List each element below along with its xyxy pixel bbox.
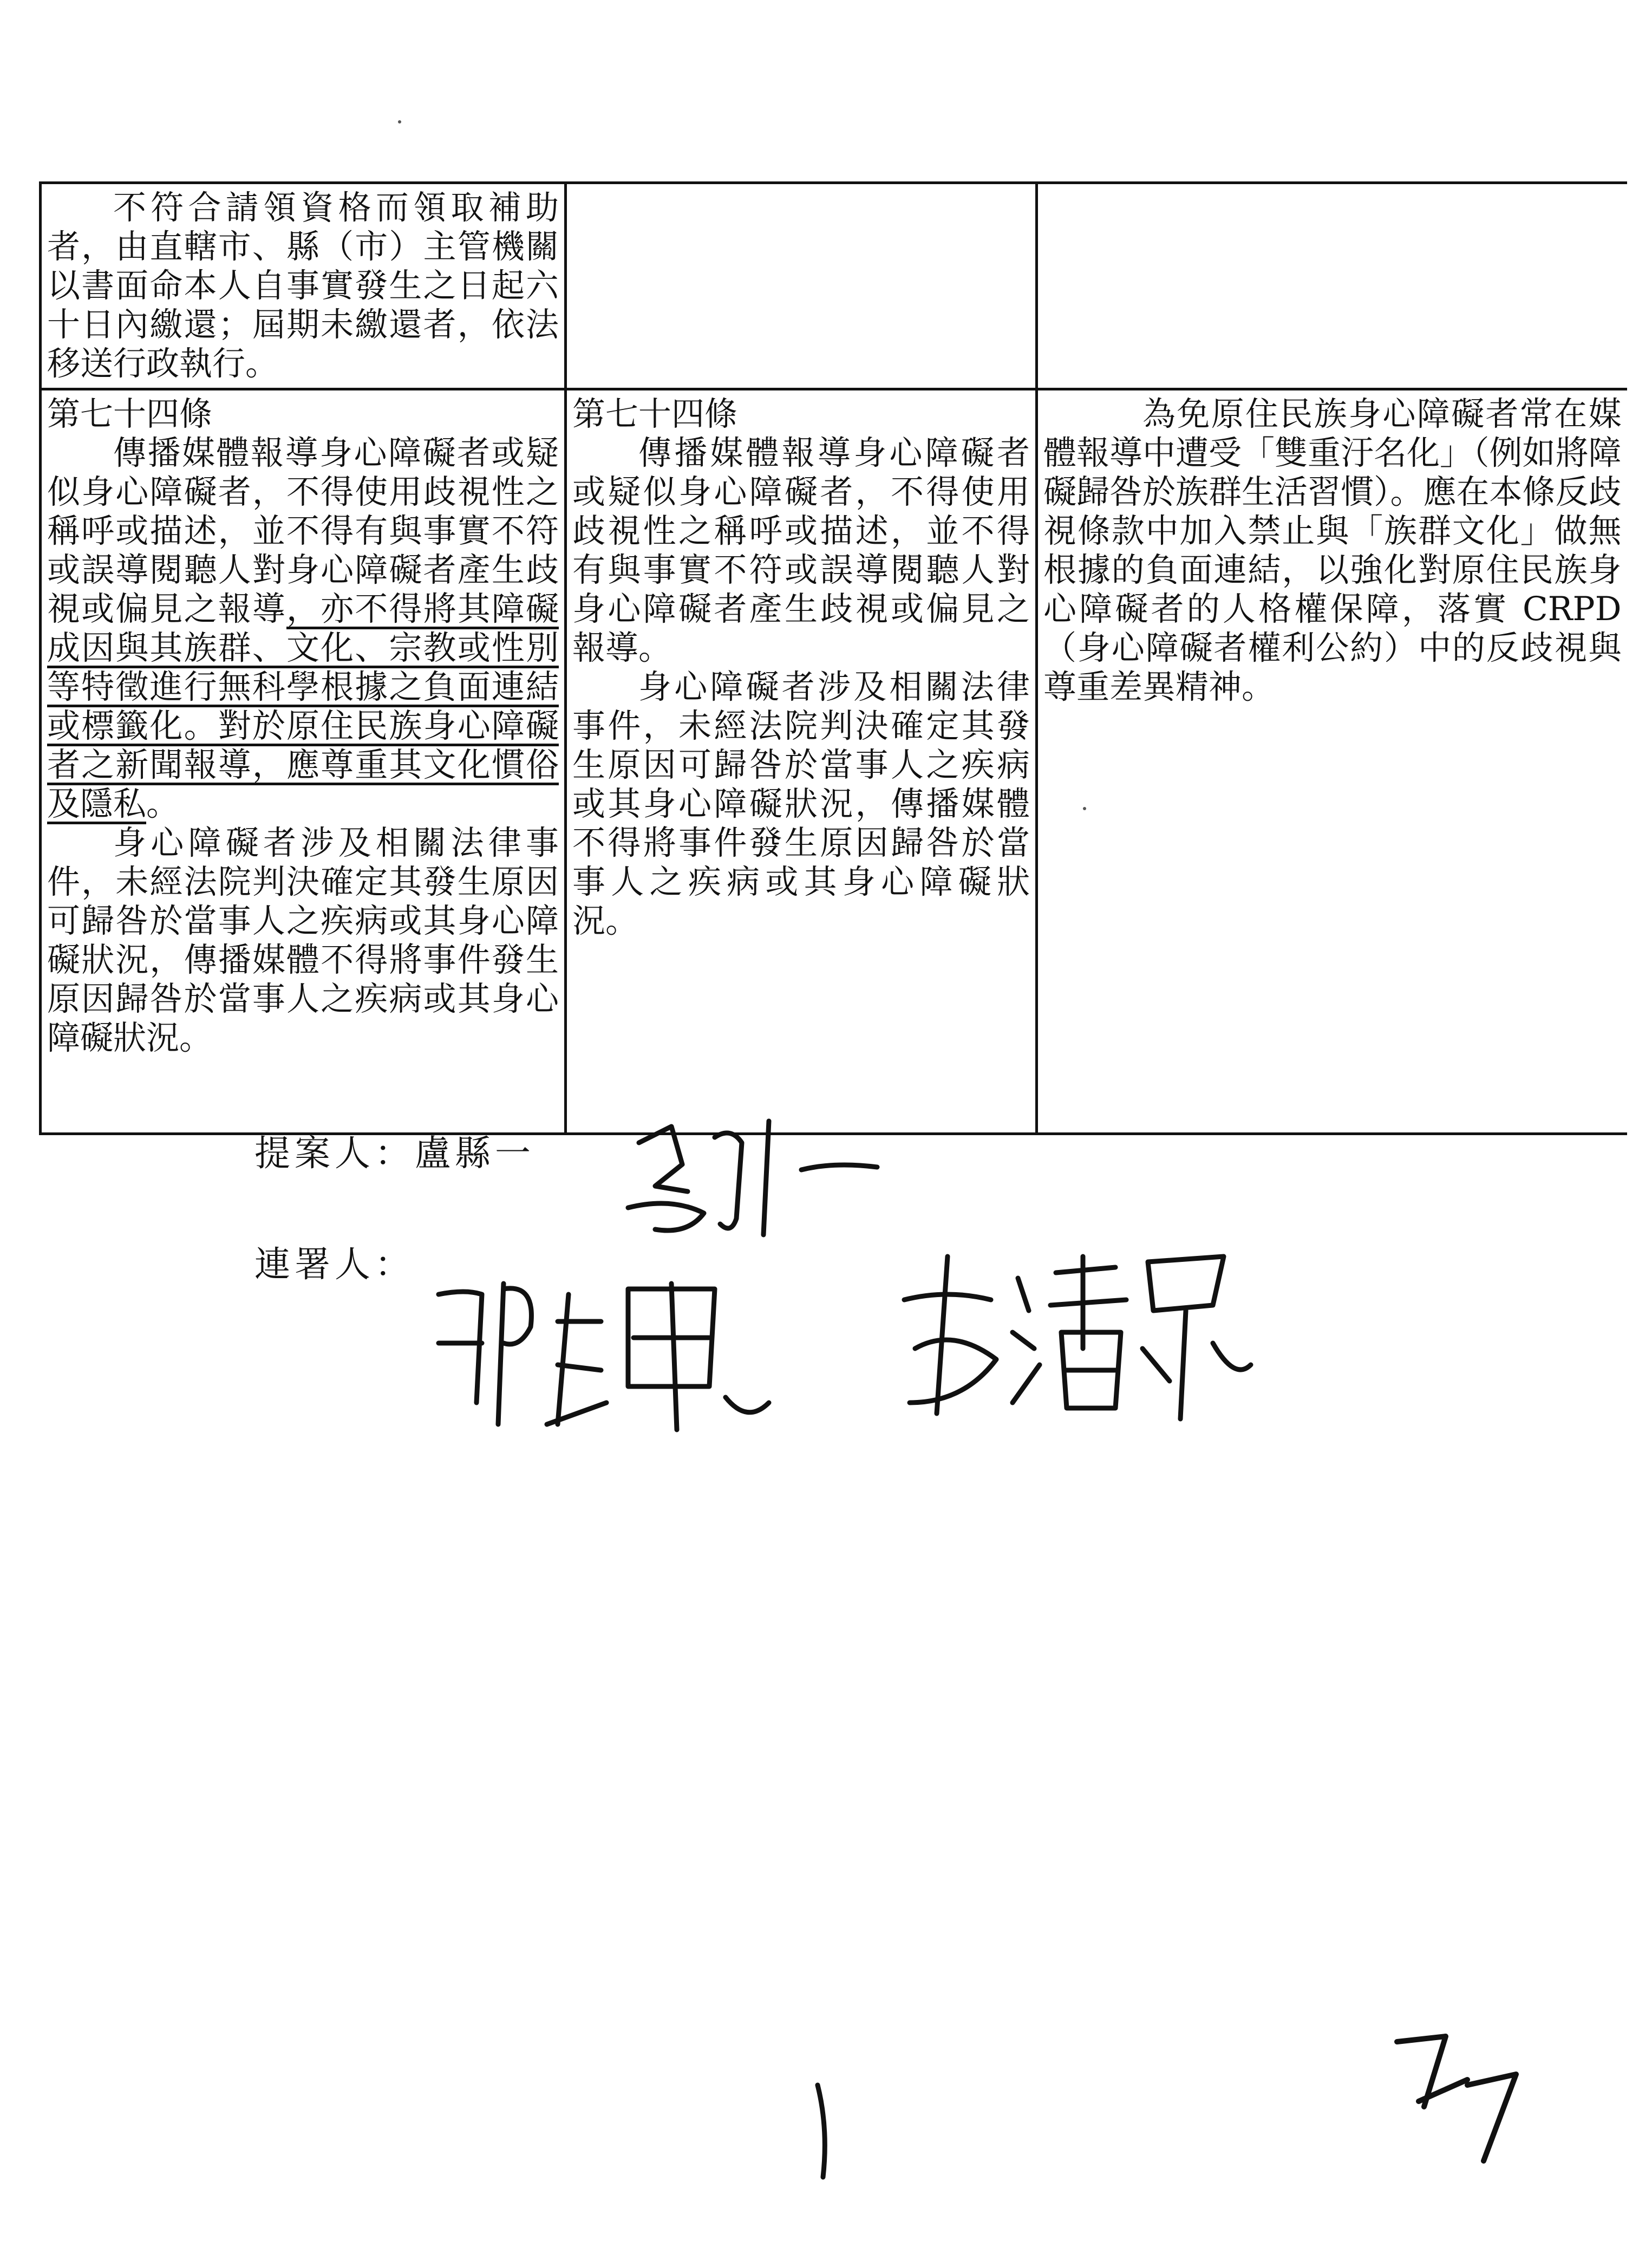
cell-amended-article — [41, 389, 566, 1134]
cell-amended-continued — [41, 183, 566, 389]
table-row-continued — [41, 183, 1627, 389]
proposer-label: 提案人：盧縣一 — [254, 1132, 535, 1174]
scan-speck — [398, 120, 401, 123]
amended-paragraph-2: 身心障礙者涉及相關法律事件，未經法院判決確定其發生原因可歸咎於當事人之疾病或其身心障礙狀況，傳播媒體不得將事件發生原因歸咎於當事人之疾病或其身心障礙狀況。 — [47, 824, 559, 1057]
cell-reason — [1037, 389, 1627, 1134]
reason-text: 為免原住民族身心障礙者常在媒體報導中遭受「雙重汙名化」（例如將障礙歸咎於族群生活習慣）。應在本條反歧視條款中加入禁止與「族群文化」做無根據的負面連結，以強化對原住民族身心障礙者的人格權保障，落實 CRPD（身心障礙者權利公約）中的反歧視與尊重差異精神。 — [1043, 395, 1622, 706]
amended-p1-added-underlined: ，亦不得將其障礙成因與其族群、文化、宗教或性別等特徵進行無科學根據之負面連結或標籤化。對於原住民族身心障礙者之新聞報導，應尊重其文化慣俗及隱私 — [47, 590, 559, 823]
current-article-heading: 第七十四條 — [572, 395, 738, 433]
current-paragraph-1: 傳播媒體報導身心障礙者或疑似身心障礙者，不得使用歧視性之稱呼或描述，並不得有與事實不符或誤導閱聽人對身心障礙者產生歧視或偏見之報導。 — [572, 434, 1030, 667]
continued-text: 不符合請領資格而領取補助者，由直轄市、縣（市）主管機關以書面命本人自事實發生之日起六十日內繳還；屆期未繳還者，依法移送行政執行。 — [47, 188, 559, 383]
amended-p1-plain: 傳播媒體報導身心障礙者或疑似身心障礙者，不得使用歧視性之稱呼或描述，並不得有與事實不符或誤導閱聽人對身心障礙者產生歧視或偏見之報導 — [47, 434, 559, 628]
cell-reason-continued — [1037, 183, 1627, 389]
table-row-article-74 — [41, 389, 1627, 1134]
amendment-comparison-table — [39, 181, 1627, 1135]
amended-article-heading: 第七十四條 — [47, 395, 213, 433]
current-paragraph-2: 身心障礙者涉及相關法律事件，未經法院判決確定其發生原因可歸咎於當事人之疾病或其身心障礙狀況，傳播媒體不得將事件發生原因歸咎於當事人之疾病或其身心障礙狀況。 — [572, 668, 1030, 940]
amended-p1-end: 。 — [146, 785, 180, 823]
amended-paragraph-1 — [47, 434, 559, 824]
cosigner-signature-2 — [888, 1240, 1262, 1430]
cell-current-article — [566, 389, 1037, 1134]
page-total-mark — [1386, 2025, 1538, 2166]
proposer-signature — [606, 1105, 888, 1246]
cosigner-signature-1 — [422, 1262, 791, 1441]
cell-current-continued — [566, 183, 1037, 389]
page-number-mark — [796, 2074, 856, 2188]
cosigner-label: 連署人： — [254, 1243, 415, 1285]
scan-speck — [1083, 807, 1086, 810]
